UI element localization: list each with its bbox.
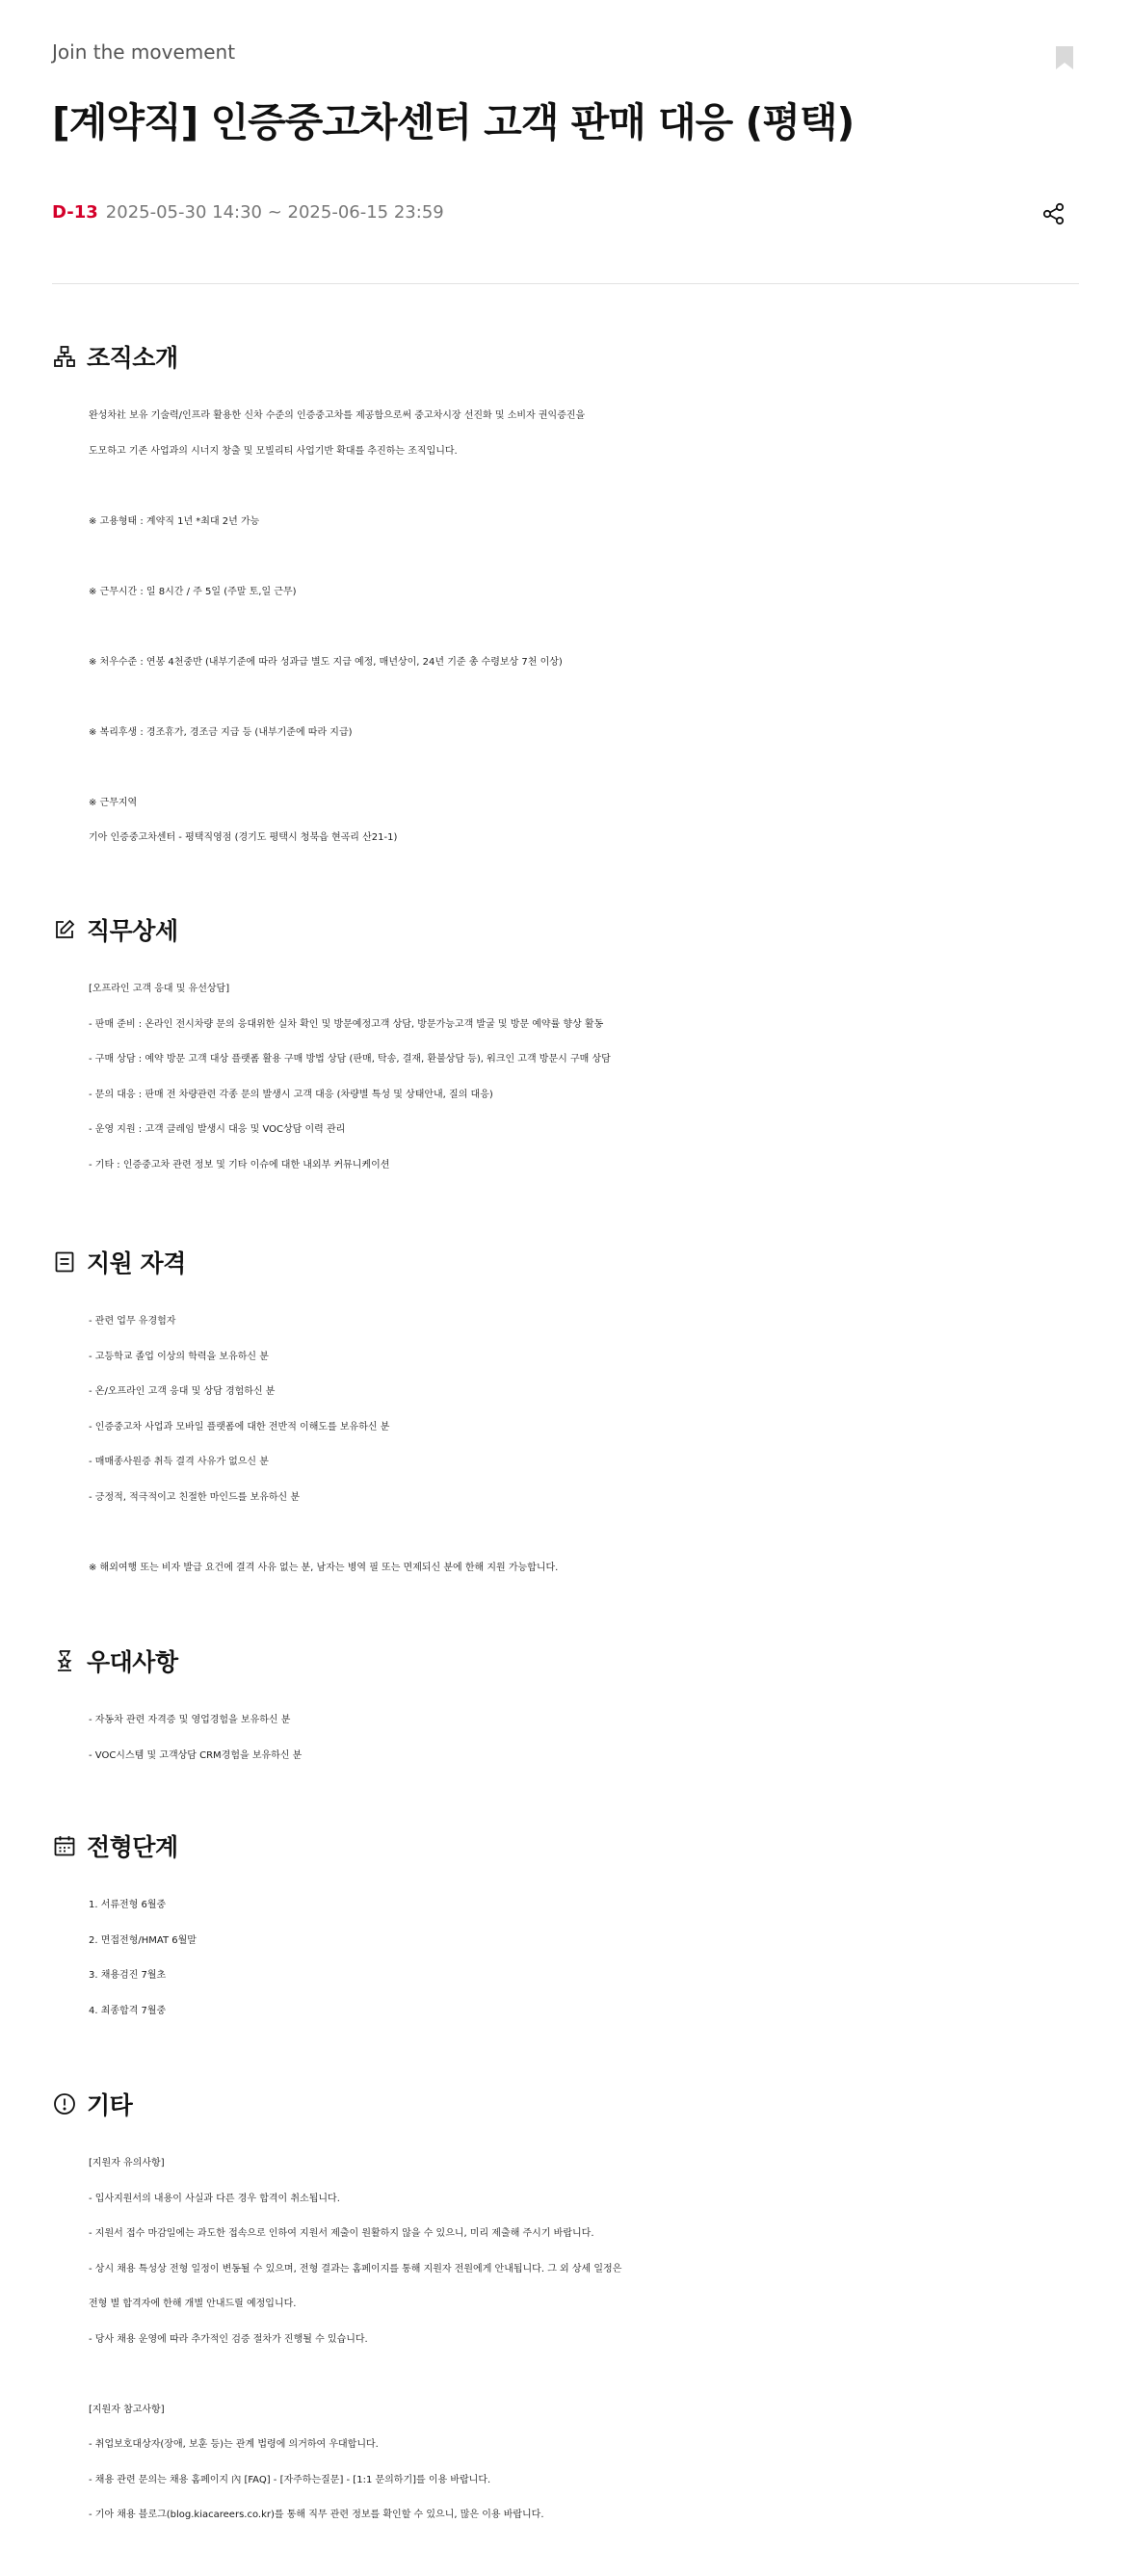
section-title: 전형단계 <box>87 1833 178 1861</box>
body-line: - 구매 상담 : 예약 방문 고객 대상 플랫폼 활용 구매 방법 상담 (판매, 탁송, 결재, 환불상담 등), 워크인 고객 방문시 구매 상담 <box>89 1054 611 1065</box>
body-line: ※ 근무지역 <box>89 797 138 808</box>
section-body <box>52 1304 1083 1586</box>
body-line: [지원자 유의사항] <box>89 2158 165 2169</box>
section-header <box>52 912 1083 947</box>
blank-line <box>89 539 1083 575</box>
body-line: - 긍정적, 적극적이고 친절한 마인드를 보유하신 분 <box>89 1491 301 1503</box>
blank-line <box>89 2357 1083 2393</box>
body-line: - 판매 준비 : 온라인 전시차량 문의 응대위한 실차 확인 및 방문예정고객 상담, 방문가능고객 발굴 및 방문 예약률 향상 활동 <box>89 1018 604 1030</box>
section-body <box>52 399 1083 856</box>
org-chart-icon <box>52 344 77 369</box>
section-header <box>52 1245 1083 1279</box>
section-body <box>52 1703 1083 1774</box>
body-line: - 기아 채용 블로그(blog.kiacareers.co.kr)를 통해 직무 관련 정보를 확인할 수 있으니, 많은 이용 바랍니다. <box>89 2510 544 2520</box>
header-divider <box>52 283 1079 284</box>
info-icon <box>52 2091 77 2116</box>
body-line: ※ 해외여행 또는 비자 발급 요건에 결격 사유 없는 분, 남자는 병역 필 또는 면제되신 분에 한해 지원 가능합니다. <box>89 1562 559 1573</box>
section-duty <box>52 912 1083 1183</box>
body-line: - 인증중고차 사업과 모바일 플랫폼에 대한 전반적 이해도를 보유하신 분 <box>89 1421 390 1433</box>
body-line: [오프라인 고객 응대 및 유선상담] <box>89 984 230 994</box>
body-line: ※ 고용형태 : 계약직 1년 *최대 2년 가능 <box>89 515 260 527</box>
body-line: 도모하고 기존 사업과의 시너지 창출 및 모빌리티 사업기반 확대를 추진하는 조직입니다. <box>89 445 458 457</box>
body-line: - 온/오프라인 고객 응대 및 상담 경험하신 분 <box>89 1386 276 1397</box>
section-body <box>52 2146 1083 2534</box>
section-hiring-steps <box>52 1828 1083 2029</box>
body-line: 완성차社 보유 기술력/인프라 활용한 신차 수준의 인증중고차를 제공함으로써 중고차시장 선진화 및 소비자 권익증진을 <box>89 410 586 421</box>
section-header <box>52 339 1083 374</box>
body-line: [지원자 참고사항] <box>89 2404 165 2415</box>
body-line: 3. 채용검진 7월초 <box>89 1970 167 1981</box>
blank-line <box>89 1515 1083 1551</box>
body-line: - 취업보호대상자(장애, 보훈 등)는 관계 법령에 의거하여 우대합니다. <box>89 2439 379 2450</box>
body-line: - 상시 채용 특성상 전형 일정이 변동될 수 있으며, 전형 결과는 홈페이지를 통해 지원자 전원에게 안내됩니다. 그 외 상세 일정은 <box>89 2263 622 2274</box>
body-line: - 운영 지원 : 고객 클레임 발생시 대응 및 VOC상담 이력 관리 <box>89 1124 346 1135</box>
section-header <box>52 1828 1083 1863</box>
section-title: 지원 자격 <box>87 1249 186 1277</box>
section-body <box>52 972 1083 1183</box>
body-line: - 매매종사원증 취득 결격 사유가 없으신 분 <box>89 1457 269 1467</box>
page-title: [계약직] 인증중고차센터 고객 판매 대응 (평택) <box>52 99 855 145</box>
posting-period <box>52 202 444 223</box>
body-line: - 채용 관련 문의는 채용 홈페이지 內 [FAQ] - [자주하는질문] - [1:1 문의하기]를 이용 바랍니다. <box>89 2474 491 2485</box>
section-header <box>52 2087 1083 2121</box>
edit-icon <box>52 917 77 942</box>
section-etc <box>52 2087 1083 2534</box>
blank-line <box>89 750 1083 786</box>
blank-line <box>89 680 1083 716</box>
body-line: 1. 서류전형 6월중 <box>89 1900 167 1910</box>
section-org <box>52 339 1083 856</box>
section-qualifications <box>52 1245 1083 1586</box>
section-body <box>52 1888 1083 2029</box>
body-line: - 문의 대응 : 판매 전 차량관련 각종 문의 발생시 고객 대응 (차량별 특성 및 상태안내, 질의 대응) <box>89 1089 493 1100</box>
body-line: - 지원서 접수 마감일에는 과도한 접속으로 인하여 지원서 제출이 원활하지 않을 수 있으니, 미리 제출해 주시기 바랍니다. <box>89 2228 594 2239</box>
body-line: 2. 면접전형/HMAT 6월말 <box>89 1934 197 1946</box>
body-line: ※ 처우수준 : 연봉 4천중반 (내부기준에 따라 성과급 별도 지급 예정, 매년상이, 24년 기준 총 수령보상 7천 이상) <box>89 656 563 668</box>
body-line: - 기타 : 인증중고차 관련 정보 및 기타 이슈에 대한 내외부 커뮤니케이션 <box>89 1159 390 1170</box>
blank-line <box>89 610 1083 645</box>
section-header <box>52 1643 1083 1678</box>
period-text: 2025-05-30 14:30 ~ 2025-06-15 23:59 <box>105 202 444 223</box>
section-title: 직무상세 <box>87 917 178 945</box>
calendar-icon <box>52 1833 77 1858</box>
section-title: 조직소개 <box>87 344 178 372</box>
body-line: - VOC시스템 및 고객상담 CRM경험을 보유하신 분 <box>89 1749 303 1761</box>
body-line: - 고등학교 졸업 이상의 학력을 보유하신 분 <box>89 1351 269 1362</box>
body-line: - 입사지원서의 내용이 사실과 다른 경우 합격이 취소됩니다. <box>89 2193 340 2204</box>
body-line: 4. 최종합격 7월중 <box>89 2005 167 2016</box>
body-line: - 관련 업무 유경험자 <box>89 1316 176 1327</box>
dday-badge: D-13 <box>52 202 98 223</box>
body-line: ※ 복리후생 : 경조휴가, 경조금 지급 등 (내부기준에 따라 지급) <box>89 726 353 738</box>
body-line: - 당사 채용 운영에 따라 추가적인 검증 절차가 진행될 수 있습니다. <box>89 2333 368 2345</box>
blank-line <box>89 469 1083 505</box>
section-title: 기타 <box>87 2091 133 2119</box>
badge-icon <box>52 1648 77 1673</box>
document-icon <box>52 1249 77 1275</box>
body-line: ※ 근무시간 : 일 8시간 / 주 5일 (주말 토,일 근무) <box>89 586 297 597</box>
share-icon[interactable] <box>1040 200 1067 227</box>
body-line: - 자동차 관련 자격증 및 영업경험을 보유하신 분 <box>89 1715 291 1725</box>
section-preferences <box>52 1643 1083 1774</box>
section-title: 우대사항 <box>87 1648 178 1676</box>
body-line: 전형 별 합격자에 한해 개별 안내드릴 예정입니다. <box>89 2299 297 2309</box>
bookmark-icon[interactable] <box>1054 44 1075 71</box>
eyebrow-text: Join the movement <box>52 40 236 64</box>
body-line: 기아 인증중고차센터 - 평택직영점 (경기도 평택시 청북읍 현곡리 산21-1) <box>89 832 398 843</box>
